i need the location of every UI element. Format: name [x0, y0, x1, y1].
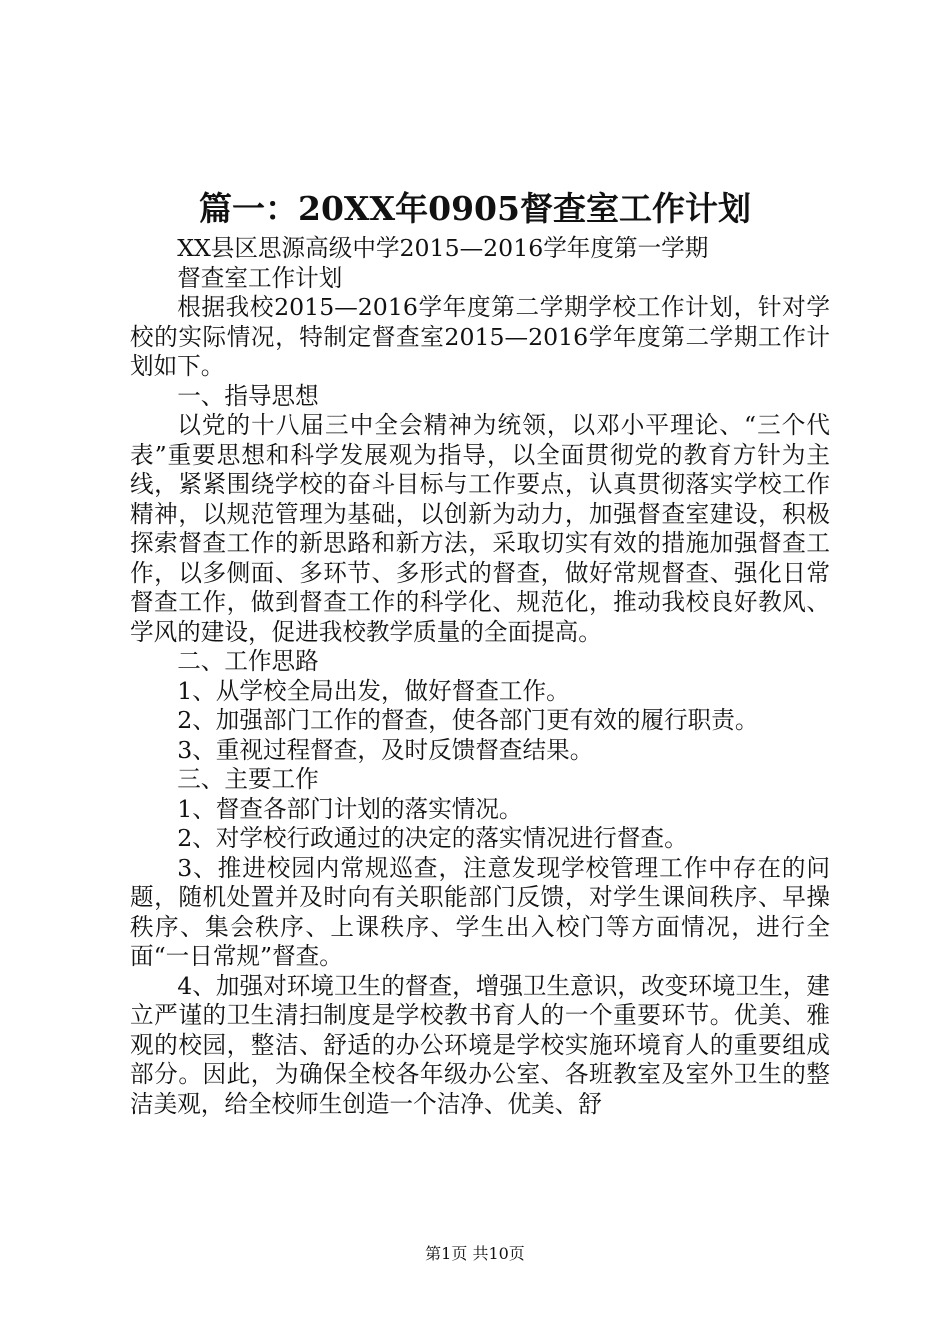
list-item-approach-3: 3、重视过程督查，及时反馈督查结果。	[177, 735, 594, 764]
section-heading-work-approach: 二、工作思路	[177, 647, 319, 675]
document-body	[130, 234, 830, 1119]
list-item-approach-1: 1、从学校全局出发，做好督查工作。	[177, 676, 570, 705]
list-item-work-1: 1、督查各部门计划的落实情况。	[177, 794, 523, 823]
paragraph-intro: 根据我校2015—2016学年度第二学期学校工作计划，针对学校的实际情况，特制定督查室2015—2016学年度第二学期工作计划如下。	[130, 293, 830, 380]
paragraph-guiding-idea: 以党的十八届三中全会精神为统领，以邓小平理论、“三个代表”重要思想和科学发展观为指导，以全面贯彻党的教育方针为主线，紧紧围绕学校的奋斗目标与工作要点，认真贯彻落实学校工作精神，以规范管理为基础，以创新为动力，加强督查室建设，积极探索督查工作的新思路和新方法，采取切实有效的措施加强督查工作，以多侧面、多环节、多形式的督查，做好常规督查、强化日常督查工作，做到督查工作的科学化、规范化，推动我校良好教风、学风的建设，促进我校教学质量的全面提高。	[130, 411, 830, 646]
list-item-approach-2: 2、加强部门工作的督查，使各部门更有效的履行职责。	[177, 706, 759, 734]
section-heading-main-work: 三、主要工作	[177, 765, 319, 793]
list-item-work-4: 4、加强对环境卫生的督查，增强卫生意识，改变环境卫生，建立严谨的卫生清扫制度是学校教书育人的一个重要环节。优美、雅观的校园，整洁、舒适的办公环境是学校实施环境育人的重要组成部分。因此，为确保全校各年级办公室、各班教室及室外卫生的整洁美观，给全校师生创造一个洁净、优美、舒	[130, 971, 830, 1118]
document-title: 篇一：20XX年0905督查室工作计划	[199, 189, 751, 228]
paragraph-plan-name: 督查室工作计划	[177, 263, 343, 292]
section-heading-guiding-idea: 一、指导思想	[177, 381, 319, 410]
list-item-work-2: 2、对学校行政通过的决定的落实情况进行督查。	[177, 824, 688, 852]
paragraph-school-header: XX县区思源高级中学2015—2016学年度第一学期	[177, 234, 709, 262]
page-footer: 第1页 共10页	[425, 1244, 525, 1263]
list-item-work-3: 3、推进校园内常规巡查，注意发现学校管理工作中存在的问题，随机处置并及时向有关职能部门反馈，对学生课间秩序、早操秩序、集会秩序、上课秩序、学生出入校门等方面情况，进行全面“一日常规”督查。	[130, 853, 830, 970]
